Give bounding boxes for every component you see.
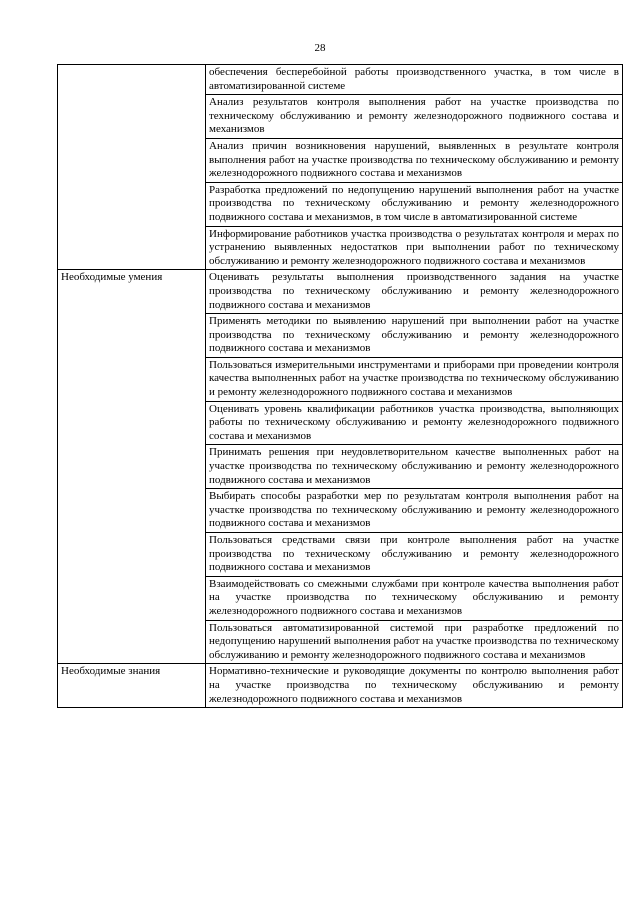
row-content xyxy=(206,65,623,270)
list-item: Оценивать результаты выполнения производственного задания на участке производства по техническому обслуживанию и ремонту железнодорожного подвижного состава и механизмов xyxy=(209,271,619,311)
row-label xyxy=(58,65,206,270)
list-item: Разработка предложений по недопущению нарушений выполнения работ на участке производства по техническому обслуживанию и ремонту железнодорожного подвижного состава и механизмов, в том числе в автоматизированной системе xyxy=(206,182,622,226)
table-row xyxy=(58,270,623,664)
row-label-skills: Необходимые умения xyxy=(58,270,206,664)
list-item: Взаимодействовать со смежными службами при контроле качества выполнения работ на участке производства по техническому обслуживанию и ремонту железнодорожного подвижного состава и механизмов xyxy=(206,576,622,620)
list-item: Информирование работников участка производства о результатах контроля и мерах по устранению выявленных недостатков при выполнении работ по техническому обслуживанию и ремонту железнодорожного подвижного состава и механизмов xyxy=(206,226,622,270)
row-content xyxy=(206,270,623,664)
list-item: Анализ результатов контроля выполнения работ на участке производства по техническому обслуживанию и ремонту железнодорожного подвижного состава и механизмов xyxy=(206,94,622,138)
list-item: Применять методики по выявлению нарушений при выполнении работ на участке производства по техническому обслуживанию и ремонту железнодорожного подвижного состава и механизмов xyxy=(206,313,622,357)
list-item: Выбирать способы разработки мер по результатам контроля выполнения работ на участке производства по техническому обслуживанию и ремонту железнодорожного подвижного состава и механизмов xyxy=(206,488,622,532)
row-label-knowledge: Необходимые знания xyxy=(58,664,206,708)
competency-table xyxy=(57,64,623,708)
list-item: обеспечения бесперебойной работы производственного участка, в том числе в автоматизированной системе xyxy=(209,66,619,92)
list-item: Принимать решения при неудовлетворительном качестве выполненных работ на участке производства по техническому обслуживанию и ремонту железнодорожного подвижного состава и механизмов xyxy=(206,444,622,488)
page-number: 28 xyxy=(314,42,326,54)
table-row xyxy=(58,664,623,708)
list-item: Пользоваться средствами связи при контроле выполнения работ на участке производства по техническому обслуживанию и ремонту железнодорожного подвижного состава и механизмов xyxy=(206,532,622,576)
list-item: Нормативно-технические и руководящие документы по контролю выполнения работ на участке производства по техническому обслуживанию и ремонту железнодорожного подвижного состава и механизмов xyxy=(209,665,619,705)
row-content xyxy=(206,664,623,708)
list-item: Пользоваться измерительными инструментами и приборами при проведении контроля качества выполненных работ на участке производства по техническому обслуживанию и ремонту железнодорожного подвижного состава и механизмов xyxy=(206,357,622,401)
table-row xyxy=(58,65,623,270)
list-item: Пользоваться автоматизированной системой при разработке предложений по недопущению нарушений выполнения работ на участке производства по техническому обслуживанию и ремонту железнодорожного подвижного состава и механизмов xyxy=(206,620,622,664)
list-item: Анализ причин возникновения нарушений, выявленных в результате контроля выполнения работ на участке производства по техническому обслуживанию и ремонту железнодорожного подвижного состава и механизмов xyxy=(206,138,622,182)
list-item: Оценивать уровень квалификации работников участка производства, выполняющих работы по техническому обслуживанию и ремонту железнодорожного подвижного состава и механизмов xyxy=(206,401,622,445)
